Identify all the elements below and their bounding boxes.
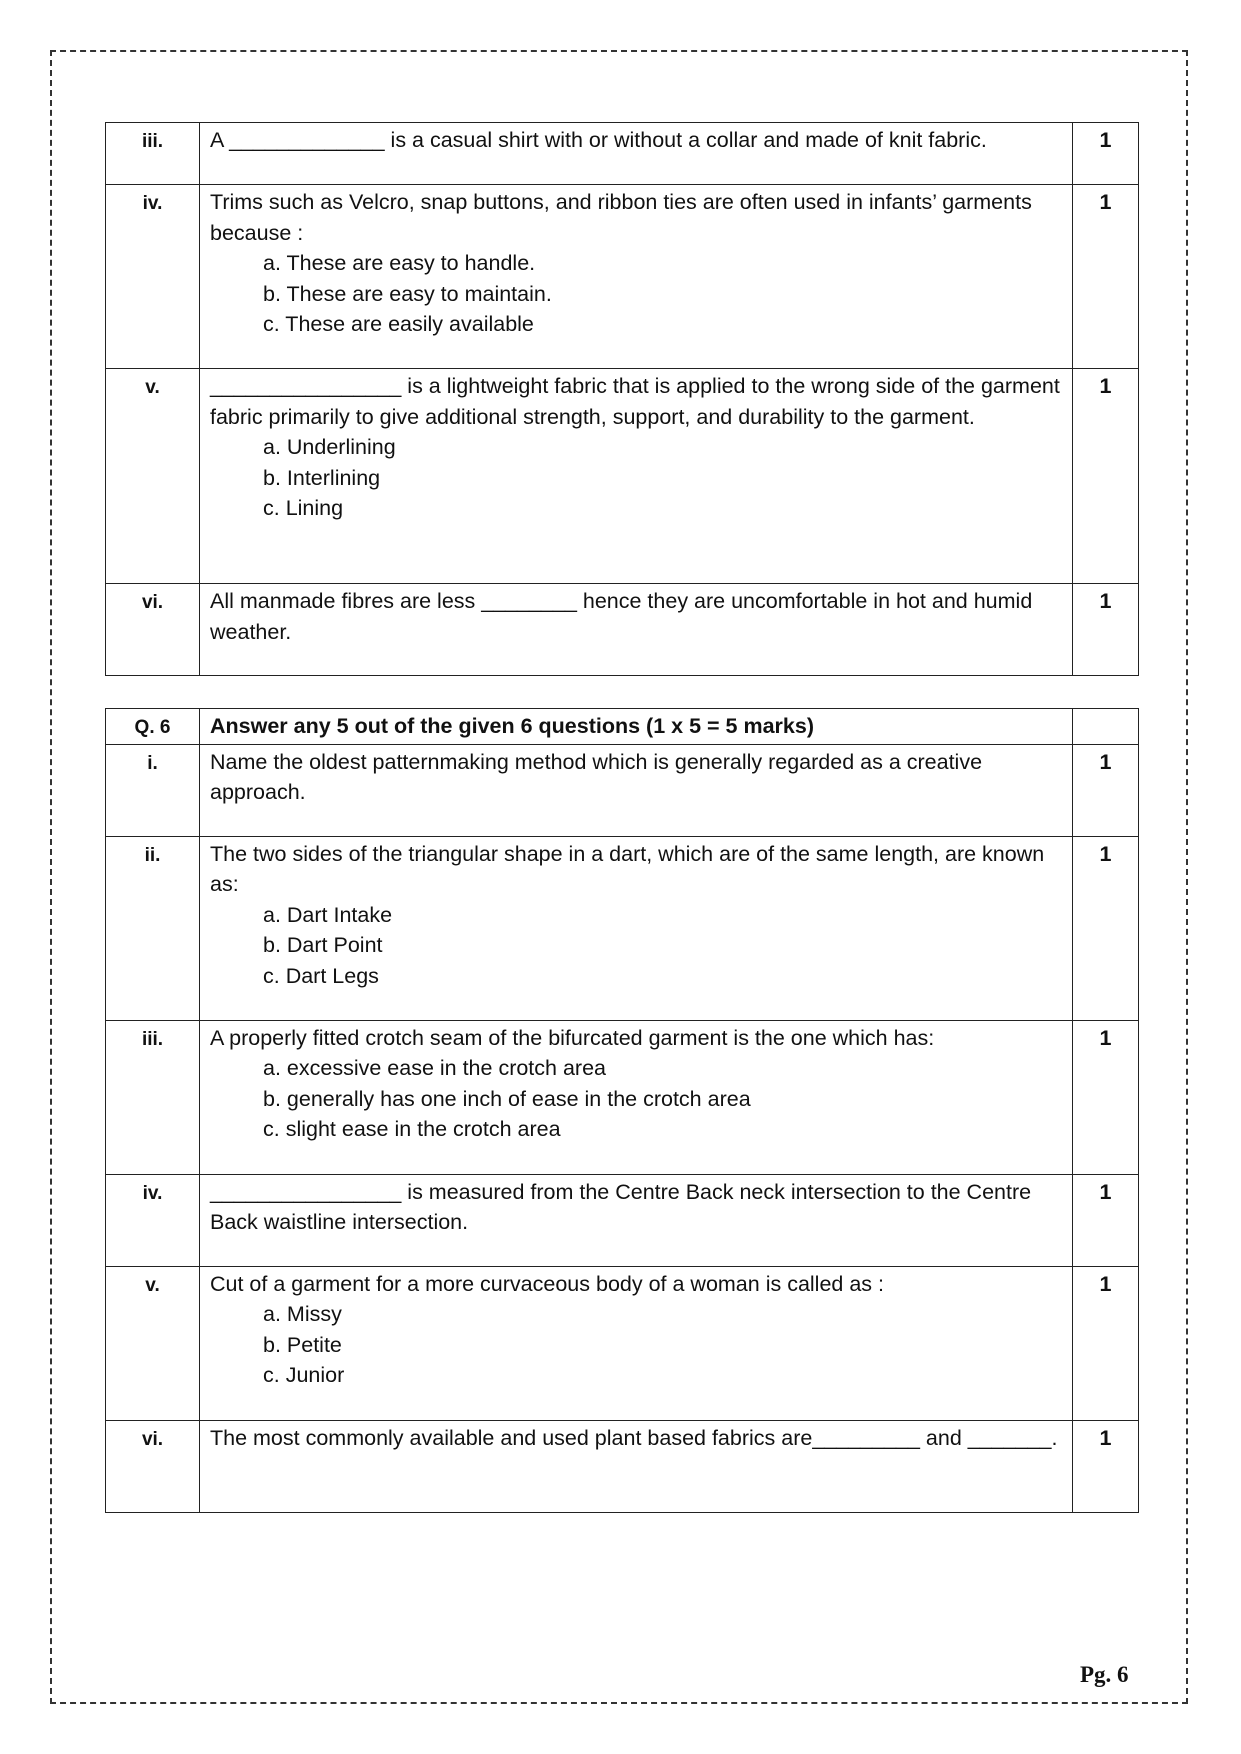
question-table-continued <box>105 122 1139 676</box>
answer-option: c. These are easily available <box>263 312 534 336</box>
question-number: vi. <box>106 584 200 676</box>
question-row <box>106 185 1139 369</box>
question-text: Cut of a garment for a more curvaceous body of a woman is called as : <box>210 1271 884 1296</box>
q6-mark-blank <box>1073 709 1139 745</box>
q6-instruction: Answer any 5 out of the given 6 questions (1 x 5 = 5 marks) <box>200 709 1073 745</box>
question-mark: 1 <box>1073 744 1139 836</box>
question-mark: 1 <box>1073 369 1139 584</box>
question-text: Name the oldest patternmaking method which is generally regarded as a creative approach. <box>210 749 983 804</box>
question-cell <box>200 1174 1073 1266</box>
q6-header-row <box>106 709 1139 745</box>
answer-option: c. slight ease in the crotch area <box>263 1117 561 1141</box>
question-cell <box>200 1020 1073 1174</box>
answer-option: c. Lining <box>263 496 344 520</box>
question-text: The most commonly available and used plant based fabrics are_________ and _______. <box>210 1425 1058 1450</box>
question-text: ________________ is a lightweight fabric that is applied to the wrong side of the garment fabric primarily to give additional strength, support, and durability to the garment. <box>210 374 1060 429</box>
answer-option: c. Dart Legs <box>263 963 379 988</box>
page-number: Pg. 6 <box>1080 1662 1129 1687</box>
question-mark: 1 <box>1073 123 1139 185</box>
answer-option: b. generally has one inch of ease in the crotch area <box>263 1086 751 1111</box>
question-mark: 1 <box>1073 584 1139 676</box>
answer-option: a. Dart Intake <box>263 902 393 927</box>
question-text: The two sides of the triangular shape in a dart, which are of the same length, are known as: <box>210 841 1045 896</box>
question-row <box>106 836 1139 1020</box>
question-table-q6 <box>105 708 1139 1513</box>
question-row <box>106 584 1139 676</box>
question-text: A _____________ is a casual shirt with or without a collar and made of knit fabric. <box>210 128 987 152</box>
question-mark: 1 <box>1073 1174 1139 1266</box>
question-number: iii. <box>106 1020 200 1174</box>
question-cell <box>200 369 1073 584</box>
answer-option: c. Junior <box>263 1363 345 1387</box>
answer-option: b. Interlining <box>263 465 381 490</box>
question-text: Trims such as Velcro, snap buttons, and ribbon ties are often used in infants’ garments because : <box>210 190 1032 245</box>
answer-option: b. These are easy to maintain. <box>263 281 552 306</box>
question-mark: 1 <box>1073 1266 1139 1420</box>
question-text: A properly fitted crotch seam of the bifurcated garment is the one which has: <box>210 1025 935 1050</box>
question-cell <box>200 1266 1073 1420</box>
question-row <box>106 1420 1139 1512</box>
answer-option: a. These are easy to handle. <box>263 251 536 275</box>
question-row <box>106 123 1139 185</box>
answer-option: a. Underlining <box>263 435 396 459</box>
question-cell <box>200 836 1073 1020</box>
question-row <box>106 1266 1139 1420</box>
question-cell <box>200 185 1073 369</box>
answer-option: b. Dart Point <box>263 933 383 957</box>
question-row <box>106 369 1139 584</box>
question-number: vi. <box>106 1420 200 1512</box>
q6-number: Q. 6 <box>106 709 200 745</box>
question-number: iv. <box>106 185 200 369</box>
question-number: v. <box>106 1266 200 1420</box>
question-cell <box>200 584 1073 676</box>
answer-option: a. excessive ease in the crotch area <box>263 1056 606 1080</box>
question-number: iv. <box>106 1174 200 1266</box>
question-row <box>106 1174 1139 1266</box>
question-row <box>106 744 1139 836</box>
question-mark: 1 <box>1073 185 1139 369</box>
question-mark: 1 <box>1073 1420 1139 1512</box>
answer-option: a. Missy <box>263 1302 342 1326</box>
question-mark: 1 <box>1073 836 1139 1020</box>
question-text: ________________ is measured from the Centre Back neck intersection to the Centre Back waistline intersection. <box>210 1179 1032 1234</box>
question-mark: 1 <box>1073 1020 1139 1174</box>
question-cell <box>200 744 1073 836</box>
question-number: v. <box>106 369 200 584</box>
question-number: iii. <box>106 123 200 185</box>
answer-option: b. Petite <box>263 1332 342 1357</box>
question-number: i. <box>106 744 200 836</box>
question-row <box>106 1020 1139 1174</box>
question-cell <box>200 123 1073 185</box>
question-number: ii. <box>106 836 200 1020</box>
question-text: All manmade fibres are less ________ hence they are uncomfortable in hot and humid weather. <box>210 589 1033 644</box>
question-cell <box>200 1420 1073 1512</box>
